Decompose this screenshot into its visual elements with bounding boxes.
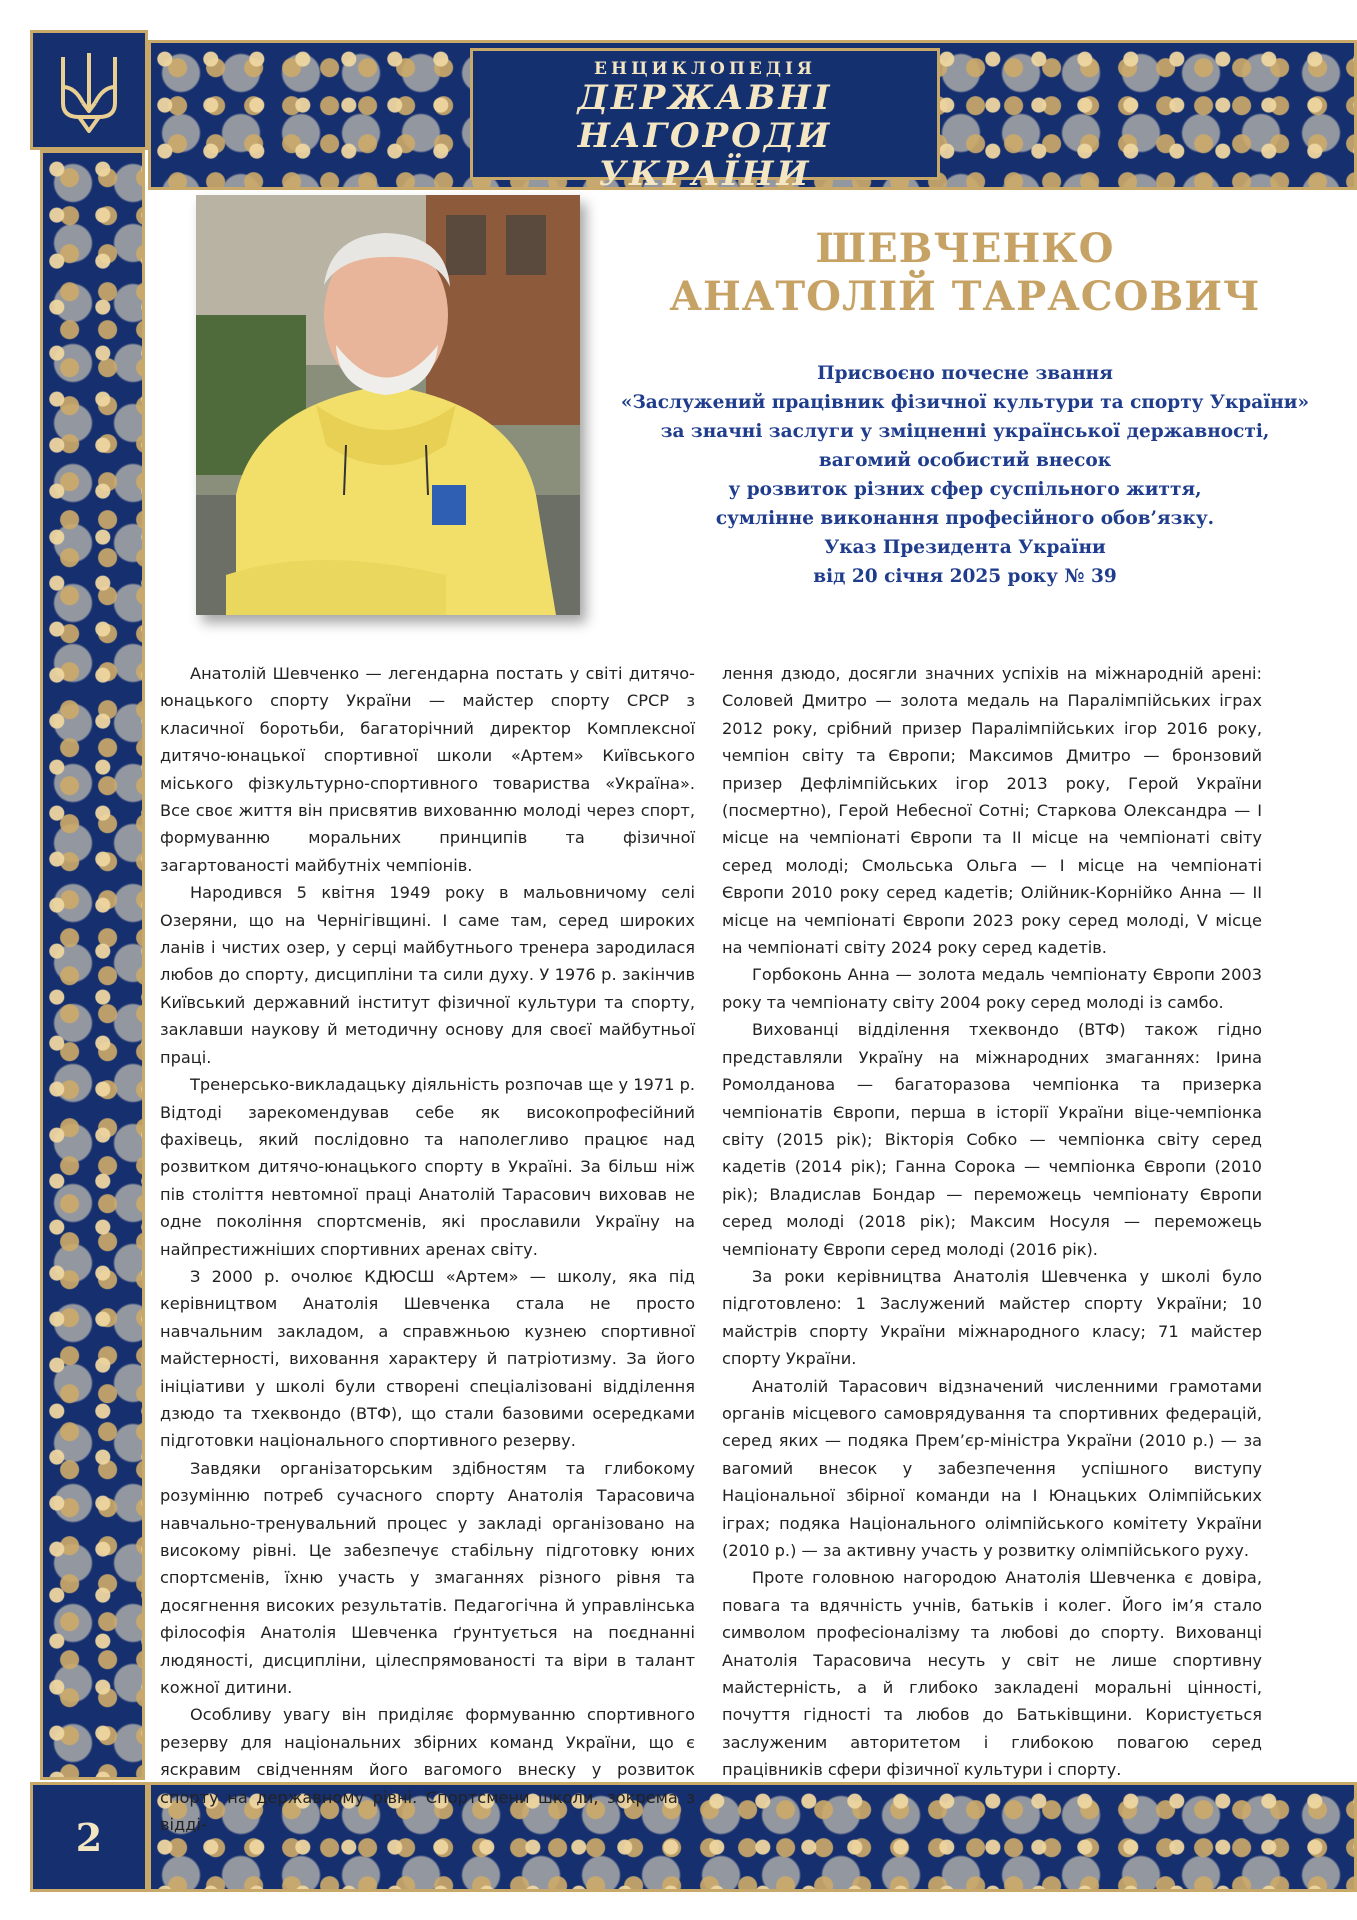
body-paragraph: Горбоконь Анна — золота медаль чемпіонату Європи 2003 року та чемпіонату світу 2004 року серед молоді із самбо. [722,965,1262,1012]
person-name [620,225,1310,321]
body-paragraph: Особливу увагу він приділяє формуванню спортивного резерву для національних збірних команд України, що є яскравим свідченням його вагомого внеску у розвиток спорту на державному рівні. Спортсмени школи, зокрема з відді- [160,1705,695,1835]
award-line: Присвоєно почесне звання [817,363,1113,384]
body-paragraph: За роки керівництва Анатолія Шевченка у школі було підготовлено: 1 Заслужений майстер спорту України; 10 майстрів спорту України міжнародного класу; 71 майстер спорту України. [722,1266,1262,1369]
title-line-1: ДЕРЖАВНІ НАГОРОДИ [577,78,833,156]
person-given-names: АНАТОЛІЙ ТАРАСОВИЧ [669,273,1261,320]
encyclopedia-title-plate [470,48,940,194]
award-line: за значні заслуги у зміцненні української державності, [660,421,1270,442]
decree-line: Указ Президента України [824,537,1106,558]
body-paragraph-continuation: лення дзюдо, досягли значних успіхів на міжнародній арені: Соловей Дмитро — золота медаль на Паралімпійських іграх 2012 року, срібний призер Паралімпійських ігор 2016 року, чемпіон світу та Європи; Максимов Дмитро — бронзовий призер Дефлімпійських ігор 2013 року, Герой України (посмертно), Герой Небесної Сотні; Старкова Олександра — І місце на чемпіонаті Європи та ІІ місце на чемпіонаті світу серед молоді; Смольська Ольга — І місце на чемпіонаті Європи 2010 року серед кадетів; Олійник-Корнійко Анна — ІІ місце на чемпіонаті Європи 2023 року серед молоді, V місце на чемпіонаті світу 2024 року серед кадетів. [722,664,1262,958]
portrait-photo [196,195,580,615]
award-line: у розвиток різних сфер суспільного життя, [728,479,1202,500]
body-paragraph: Вихованці відділення тхеквондо (ВТФ) також гідно представляли Україну на міжнародних змаганнях: Ірина Ромолданова — багаторазова чемпіонка та призерка чемпіонатів Європи, перша в історії України віце-чемпіонка світу (2015 рік); Вікторія Собко — чемпіонка світу серед кадетів (2014 рік); Ганна Сорока — чемпіонка Європи (2010 рік); Владислав Бондар — переможець чемпіонату Європи серед молоді (2018 рік); Максим Носуля — переможець чемпіонату Європи серед молоді (2016 рік). [722,1020,1262,1259]
body-column-right [722,660,1262,1784]
body-paragraph: З 2000 р. очолює КДЮСШ «Артем» — школу, яка під керівництвом Анатолія Шевченка стала не просто навчальним закладом, а справжньою кузнею спортивної майстерності, виховання характеру й патріотизму. За його ініціативи у школі були створені спеціалізовані відділення дзюдо та тхеквондо (ВТФ), що стали базовими осередками підготовки національного спортивного резерву. [160,1266,695,1451]
person-header [620,225,1310,591]
page-number: 2 [30,1782,148,1892]
encyclopedia-label: ЕНЦИКЛОПЕДІЯ [594,59,816,79]
body-paragraph: Завдяки організаторським здібностям та глибокому розумінню потреб сучасного спорту Анатолія Тарасовича навчально-тренувальний процес у закладі організовано на високому рівні. Це забезпечує стабільну підготовку юних спортсменів, їхню участь у змаганнях різного рівня та досягнення високих результатів. Педагогічна й управлінська філософія Анатолія Шевченка ґрунтується на поєднанні людяності, дисципліни, цілеспрямованості та віри в талант кожної дитини. [160,1458,695,1698]
body-column-left [160,660,695,1838]
decree-date-line: від 20 січня 2025 року № 39 [813,566,1117,587]
body-paragraph: Проте головною нагородою Анатолія Шевченка є довіра, повага та вдячність учнів, батьків і колег. Його ім’я стало символом професіоналізму та любові до спорту. Вихованці Анатолія Тарасовича несуть у світ не лише спортивну майстерність, а й глибоко закладені моральні цінності, почуття гідності та любов до Батьківщини. Користується заслуженим авторитетом і глибокою повагою серед працівників сфери фізичної культури і спорту. [722,1568,1262,1780]
title-line-2: УКРАЇНИ [598,154,812,194]
body-paragraph: Анатолій Тарасович відзначений численними грамотами органів місцевого самоврядування та спортивних федерацій, серед яких — подяка Прем’єр-міністра України (2010 р.) — за вагомий внесок у забезпечення успішного виступу Національної збірної команди на І Юнацьких Олімпійських іграх; подяка Національного олімпійського комітету України (2010 р.) — за активну участь у розвитку олімпійського руху. [722,1376,1262,1560]
body-paragraph: Народився 5 квітня 1949 року в мальовничому селі Озеряни, що на Чернігівщині. І саме там, серед широких ланів і чистих озер, у серці майбутнього тренера зародилася любов до спорту, дисципліни та сили духу. У 1976 р. закінчив Київський державний інститут фізичної культури та спорту, заклавши наукову й методичну основу для своєї майбутньої праці. [160,883,695,1067]
coat-of-arms [30,30,148,150]
ornament-border-left [40,150,145,1780]
award-line: сумлінне виконання професійного обов’язку. [715,508,1215,529]
trident-icon [53,47,125,135]
award-line: вагомий особистий внесок [818,450,1112,471]
person-surname: ШЕВЧЕНКО [815,225,1115,272]
body-paragraph: Тренерсько-викладацьку діяльність розпочав ще у 1971 р. Відтоді зарекомендував себе як високопрофесійний фахівець, який послідовно та наполегливо працює над розвитком дитячо-юнацького спорту в Україні. За більш ніж пів століття невтомної праці Анатолій Тарасович виховав не одне покоління спортсменів, які прославили Україну на найпрестижніших спортивних аренах світу. [160,1075,695,1259]
body-paragraph: Анатолій Шевченко — легендарна постать у світі дитячо-юнацького спорту України — майстер спорту СРСР з класичної боротьби, багаторічний директор Комплексної дитячо-юнацької спортивної школи «Артем» Київського міського фізкультурно-спортивного товариства «Україна». Все своє життя він присвятив вихованню молоді через спорт, формуванню моральних принципів та фізичної загартованості майбутніх чемпіонів. [160,664,695,875]
award-title-line: «Заслужений працівник фізичної культури та спорту України» [620,392,1310,413]
award-description [620,359,1310,591]
